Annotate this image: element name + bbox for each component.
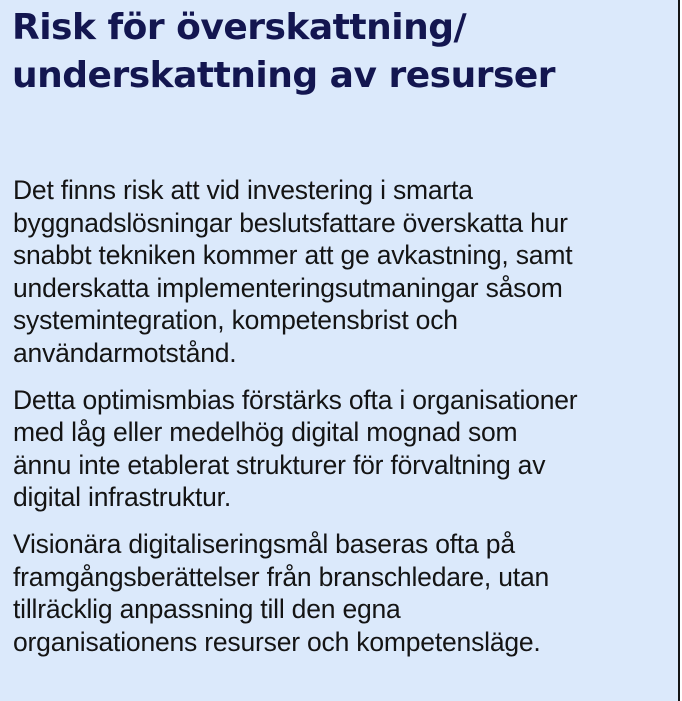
paragraph-line: byggnadslösningar beslutsfattare överskatta hur: [13, 207, 568, 238]
paragraph-visionary-goals: [13, 528, 678, 658]
paragraph-optimism-bias: [13, 384, 678, 514]
paragraph-line: Det finns risk att vid investering i smarta: [13, 175, 473, 205]
paragraph-line: Visionära digitaliseringsmål baseras ofta på: [13, 528, 515, 559]
paragraph-line: användarmotstånd.: [13, 337, 237, 368]
slide-title: [12, 4, 672, 100]
paragraph-line: organisationens resurser och kompetensläge.: [13, 626, 541, 657]
paragraph-line: ännu inte etablerat strukturer för förvaltning av: [13, 449, 546, 480]
paragraph-line: Detta optimismbias förstärks ofta i organisationer: [13, 384, 578, 415]
paragraph-line: systemintegration, kompetensbrist och: [13, 305, 458, 336]
slide-body: [13, 174, 678, 672]
paragraph-line: snabbt tekniken kommer att ge avkastning, samt: [13, 240, 573, 271]
paragraph-investment-risk: [13, 174, 678, 370]
paragraph-line: med låg eller medelhög digital mognad som: [13, 417, 518, 448]
paragraph-line: framgångsberättelser från branschledare, utan: [13, 561, 550, 592]
title-line-1: Risk för överskattning/: [12, 7, 467, 48]
paragraph-line: underskatta implementeringsutmaningar såsom: [13, 272, 563, 303]
paragraph-line: digital infrastruktur.: [13, 482, 232, 513]
paragraph-line: tillräcklig anpassning till den egna: [13, 594, 401, 625]
title-line-2: underskattning av resurser: [12, 55, 556, 96]
